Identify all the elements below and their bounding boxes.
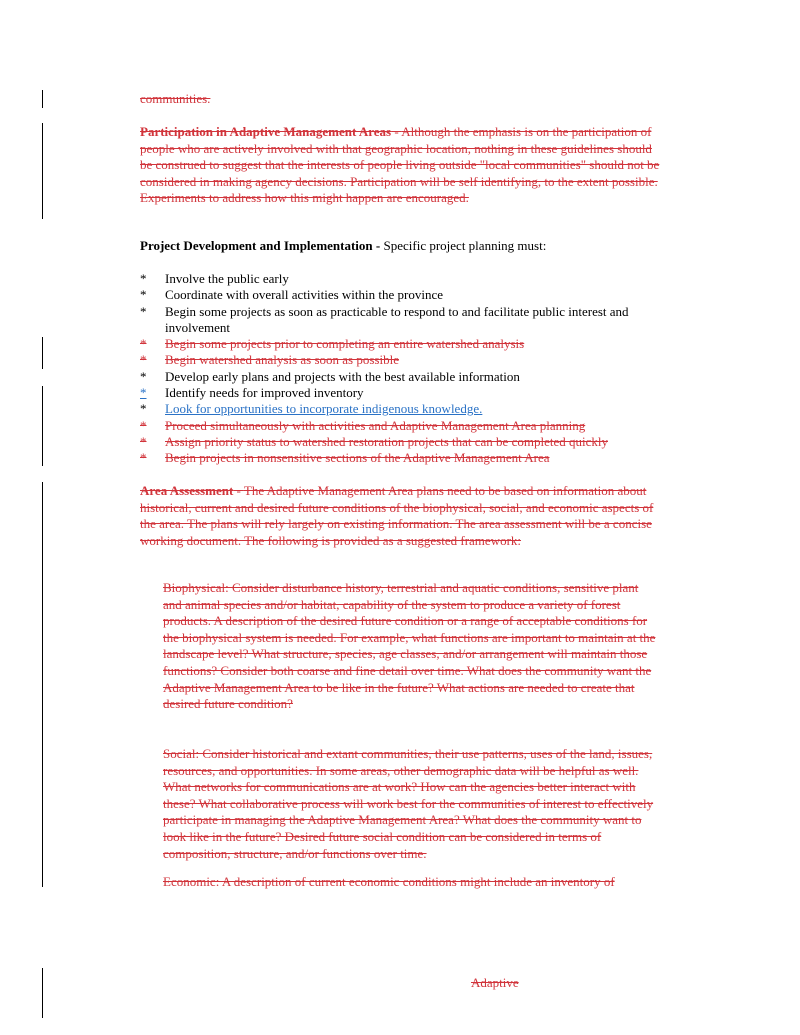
change-bar — [42, 386, 43, 466]
biophysical-paragraph: Biophysical: Consider disturbance history, terrestrial and aquatic conditions, sensitive plant and animal species and/or habitat, capability of the system to produce a variety of forest products. A description of the desired future condition or a range of acceptable conditions for the biophysical system is needed. For example, what functions are important to maintain at the landscape level? What structure, species, age classes, and/or arrangement will maintain those functions? Consider both coarse and fine detail over time. What does the community want the Adaptive Management Area to be like in the future? What actions are needed to create that desired future condition? — [163, 580, 656, 712]
list-item-text: Develop early plans and projects with the best available information — [165, 368, 520, 384]
bullet-marker: * — [140, 450, 147, 466]
project-bullet-list — [140, 271, 660, 467]
list-item-text: Identify needs for improved inventory — [165, 385, 364, 401]
bullet-marker: * — [140, 303, 147, 319]
list-item — [140, 418, 660, 434]
bullet-marker: * — [140, 336, 147, 352]
list-item — [140, 287, 660, 303]
list-item — [140, 352, 660, 368]
economic-paragraph: Economic: A description of current economic conditions might include an inventory of — [163, 874, 615, 889]
list-item-text: Assign priority status to watershed restoration projects that can be completed quickly — [165, 433, 608, 449]
change-bar — [42, 968, 43, 1018]
project-paragraph — [140, 238, 680, 255]
list-item — [140, 434, 660, 450]
participation-paragraph — [140, 124, 660, 207]
list-item — [140, 450, 660, 466]
area-assessment-body: The Adaptive Management Area plans need to be based on information about historical, current and desired future conditions of the biophysical, social, and economic aspects of the area. The plans will rely largely on existing information. The area assessment will be a concise working document. The following is provided as a suggested framework: — [140, 483, 654, 548]
participation-sep: - — [391, 124, 402, 139]
bullet-marker: * — [140, 287, 147, 303]
bullet-marker: * — [140, 352, 147, 368]
page-footer: Adaptive — [471, 975, 519, 990]
list-item-text: Begin some projects prior to completing an entire watershed analysis — [165, 336, 525, 352]
bullet-marker: * — [140, 433, 147, 449]
list-item-text: Look for opportunities to incorporate indigenous knowledge. — [165, 401, 483, 417]
project-sep: - — [372, 238, 384, 253]
bullet-marker: * — [140, 385, 147, 401]
bullet-marker: * — [140, 401, 147, 417]
change-bar — [42, 482, 43, 887]
participation-body: Although the emphasis is on the participation of people who are actively involved with that geographic location, nothing in these guidelines should be construed to suggest that the interests of people living outside "local communities" should not be considered in making agency decisions. Participation will be self identifying, to the extent possible. Experiments to address how this might happen are encouraged. — [140, 124, 660, 206]
list-item — [140, 385, 660, 401]
participation-heading: Participation in Adaptive Management Areas — [140, 124, 392, 139]
list-item-text: Involve the public early — [165, 271, 289, 286]
list-item-text: Begin some projects as soon as practicable to respond to and facilitate public interest and involvement — [165, 303, 629, 335]
project-intro: Specific project planning must: — [383, 238, 547, 253]
list-item-text: Begin watershed analysis as soon as possible — [165, 352, 399, 368]
list-item — [140, 369, 660, 385]
change-bar — [42, 90, 43, 108]
list-item — [140, 401, 660, 417]
list-item-text: Proceed simultaneously with activities and Adaptive Management Area planning — [165, 417, 586, 433]
bullet-marker: * — [140, 271, 147, 286]
intro-fragment: communities. — [140, 91, 211, 106]
list-item-text: Begin projects in nonsensitive sections of the Adaptive Management Area — [165, 450, 550, 466]
change-bar — [42, 337, 43, 369]
bullet-marker: * — [140, 417, 147, 433]
list-item — [140, 336, 660, 352]
list-item-text: Coordinate with overall activities within the province — [165, 287, 443, 303]
area-assessment-sep: - — [233, 483, 244, 498]
bullet-marker: * — [140, 368, 147, 384]
project-heading: Project Development and Implementation — [140, 238, 373, 253]
list-item — [140, 271, 660, 287]
change-bar — [42, 123, 43, 219]
area-assessment-paragraph — [140, 483, 660, 549]
social-paragraph: Social: Consider historical and extant communities, their use patterns, uses of the land, issues, resources, and opportunities. In some areas, other demographic data will be helpful as well. What networks for communications are at work? How can the agencies better interact with these? What collaborative process will work best for the communities of interest to effectively participate in managing the Adaptive Management Area? What does the community want to look like in the future? Desired future social condition can be considered in terms of composition, structure, and/or functions over time. — [163, 746, 654, 861]
area-assessment-heading: Area Assessment — [140, 483, 234, 498]
list-item — [140, 304, 660, 337]
